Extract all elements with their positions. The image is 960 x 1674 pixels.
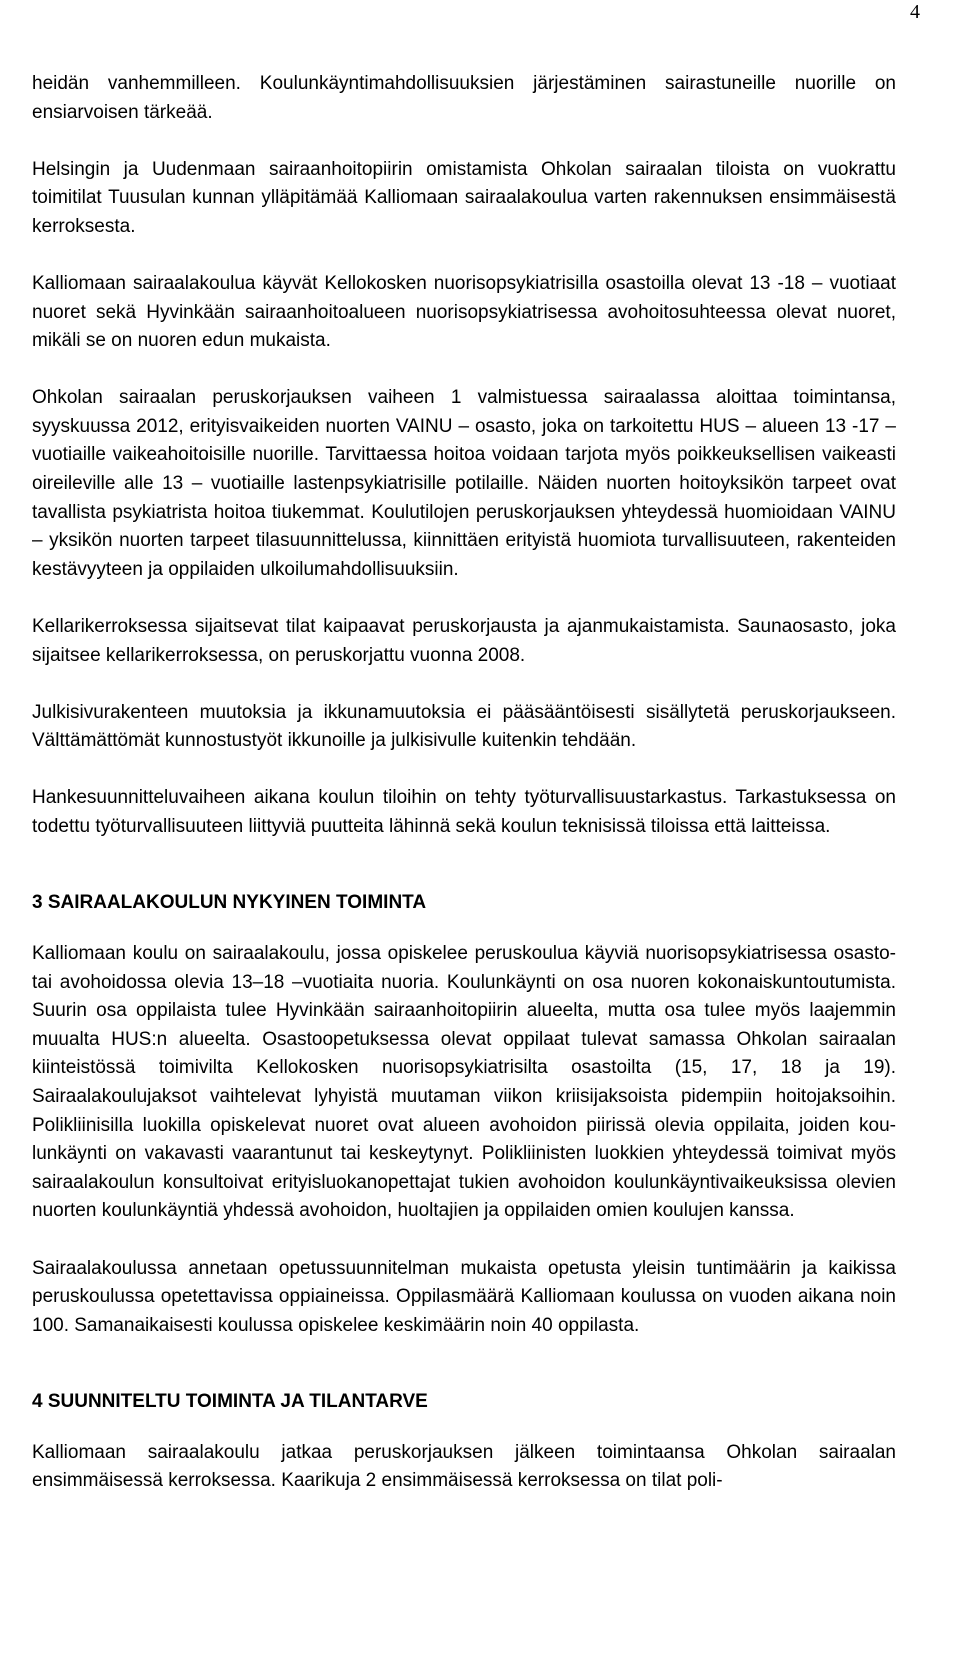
section-4-paragraph-1: Kalliomaan sairaalakoulu jatkaa peruskorjauksen jälkeen toimintaansa Ohkolan sairaalan ensimmäisessä kerroksessa. Kaarikuja 2 ensimmäisessä kerroksessa on tilat poli-	[32, 1441, 896, 1492]
paragraph-vainu: Ohkolan sairaalan peruskorjauksen vaiheen 1 valmistuessa sairaalassa aloittaa toimintansa, syyskuussa 2012, erityisvaikeiden nuorten VAINU – osasto, joka on tarkoitettu HUS – alueen 13 -17 – vuotiaille vaikeahoitoisille nuorille. Tarvittaessa hoitoa voidaan tarjota myös poikkeuksellisen vaikeasti oireileville alle 13 – vuotiaille lastenpsykiatrisille potilaille. Näiden nuorten hoitoyksikön tarpeet ovat tavallista psykiatrista hoitoa tiukemmat. Koulutilojen peruskorjauksen yhteydessä huomioidaan VAINU – yksikön nuorten tarpeet tilasuunnittelussa, kiinnittäen erityistä huomiota turvallisuuteen, rakenteiden kestävyyteen ja oppilaiden ulkoilumahdollisuuksiin.	[32, 387, 896, 580]
page-number: 4	[910, 1, 920, 23]
document-body	[32, 70, 896, 1496]
paragraph-continuation: heidän vanhemmilleen. Koulunkäyntimahdollisuuksien järjestäminen sairastuneille nuorille on ensiarvoisen tärkeää.	[32, 73, 896, 123]
section-3-paragraph-1: Kalliomaan koulu on sairaalakoulu, jossa opiskelee peruskoulua käyviä nuorisopsykiatrisessa osasto- tai avohoidossa olevia 13–18 –vuotiaita nuoria. Koulunkäynti on osa nuoren kokonaiskuntoutumista. Suurin osa oppilaista tulee Hyvinkään sairaanhoitopiirin alueelta, mutta osa tulee myös laajemmin muualta HUS:n alueelta. Osastoopetuksessa olevat oppilaat tulevat samassa Ohkolan sairaalan kiinteistössä toimivilta Kellokosken nuorisopsykiatrisilta osastoilta (15, 17, 18 ja 19). Sairaalakoulujaksot vaihtelevat lyhyistä muutaman viikon kriisijaksoista pidempiin hoitojaksoihin. Polikliinisilla luokilla opiskelevat nuoret ovat alueen avohoidon piirissä olevia oppilaita, joiden koulunkäynti on vakavasti vaarantunut tai keskeytynyt. Polikliinisten luokkien yhteydessä toimivat myös sairaalakoulun konsultoivat erityisluokanopettajat tukien avohoidon koulunkäyntivaikeuksissa olevien nuorten koulunkäyntiä yhdessä avohoidon, huoltajien ja oppilaiden omien koulujen kanssa.	[32, 943, 896, 1222]
paragraph-facade: Julkisivurakenteen muutoksia ja ikkunamuutoksia ei pääsääntöisesti sisällytetä peruskorjaukseen. Välttämättömät kunnostustyöt ikkunoille ja julkisivulle kuitenkin tehdään.	[32, 701, 896, 752]
section-3-paragraph-2: Sairaalakoulussa annetaan opetussuunnitelman mukaista opetusta yleisin tuntimäärin ja kaikissa peruskoulussa opetettavissa oppiaineissa. Oppilasmäärä Kalliomaan koulussa on vuoden aikana noin 100. Samanaikaisesti koulussa opiskelee keskimäärin noin 40 oppilasta.	[32, 1257, 896, 1336]
paragraph-safety-inspection: Hankesuunnitteluvaiheen aikana koulun tiloihin on tehty työturvallisuustarkastus. Tarkastuksessa on todettu työturvallisuuteen liittyviä puutteita lähinnä sekä koulun teknisissä tiloissa että laitteissa.	[32, 787, 896, 837]
section-4-heading: 4 SUUNNITELTU TOIMINTA JA TILANTARVE	[32, 1391, 428, 1413]
paragraph-basement: Kellarikerroksessa sijaitsevat tilat kaipaavat peruskorjausta ja ajanmukaistamista. Saunaosasto, joka sijaitsee kellarikerroksessa, on peruskorjattu vuonna 2008.	[32, 615, 896, 666]
section-3-heading: 3 SAIRAALAKOULUN NYKYINEN TOIMINTA	[32, 892, 427, 914]
paragraph-students: Kalliomaan sairaalakoulua käyvät Kellokosken nuorisopsykiatrisilla osastoilla olevat 13 -18 – vuotiaat nuoret sekä Hyvinkään sairaanhoitoalueen nuorisopsykiatrisessa avohoitosuhteessa olevat nuoret, mikäli se on nuoren edun mukaista.	[32, 272, 896, 352]
paragraph-premises: Helsingin ja Uudenmaan sairaanhoitopiirin omistamista Ohkolan sairaalan tiloista on vuokrattu toimitilat Tuusulan kunnan ylläpitämää Kalliomaan sairaalakoulua varten rakennuksen ensimmäisestä kerroksesta.	[32, 158, 896, 237]
